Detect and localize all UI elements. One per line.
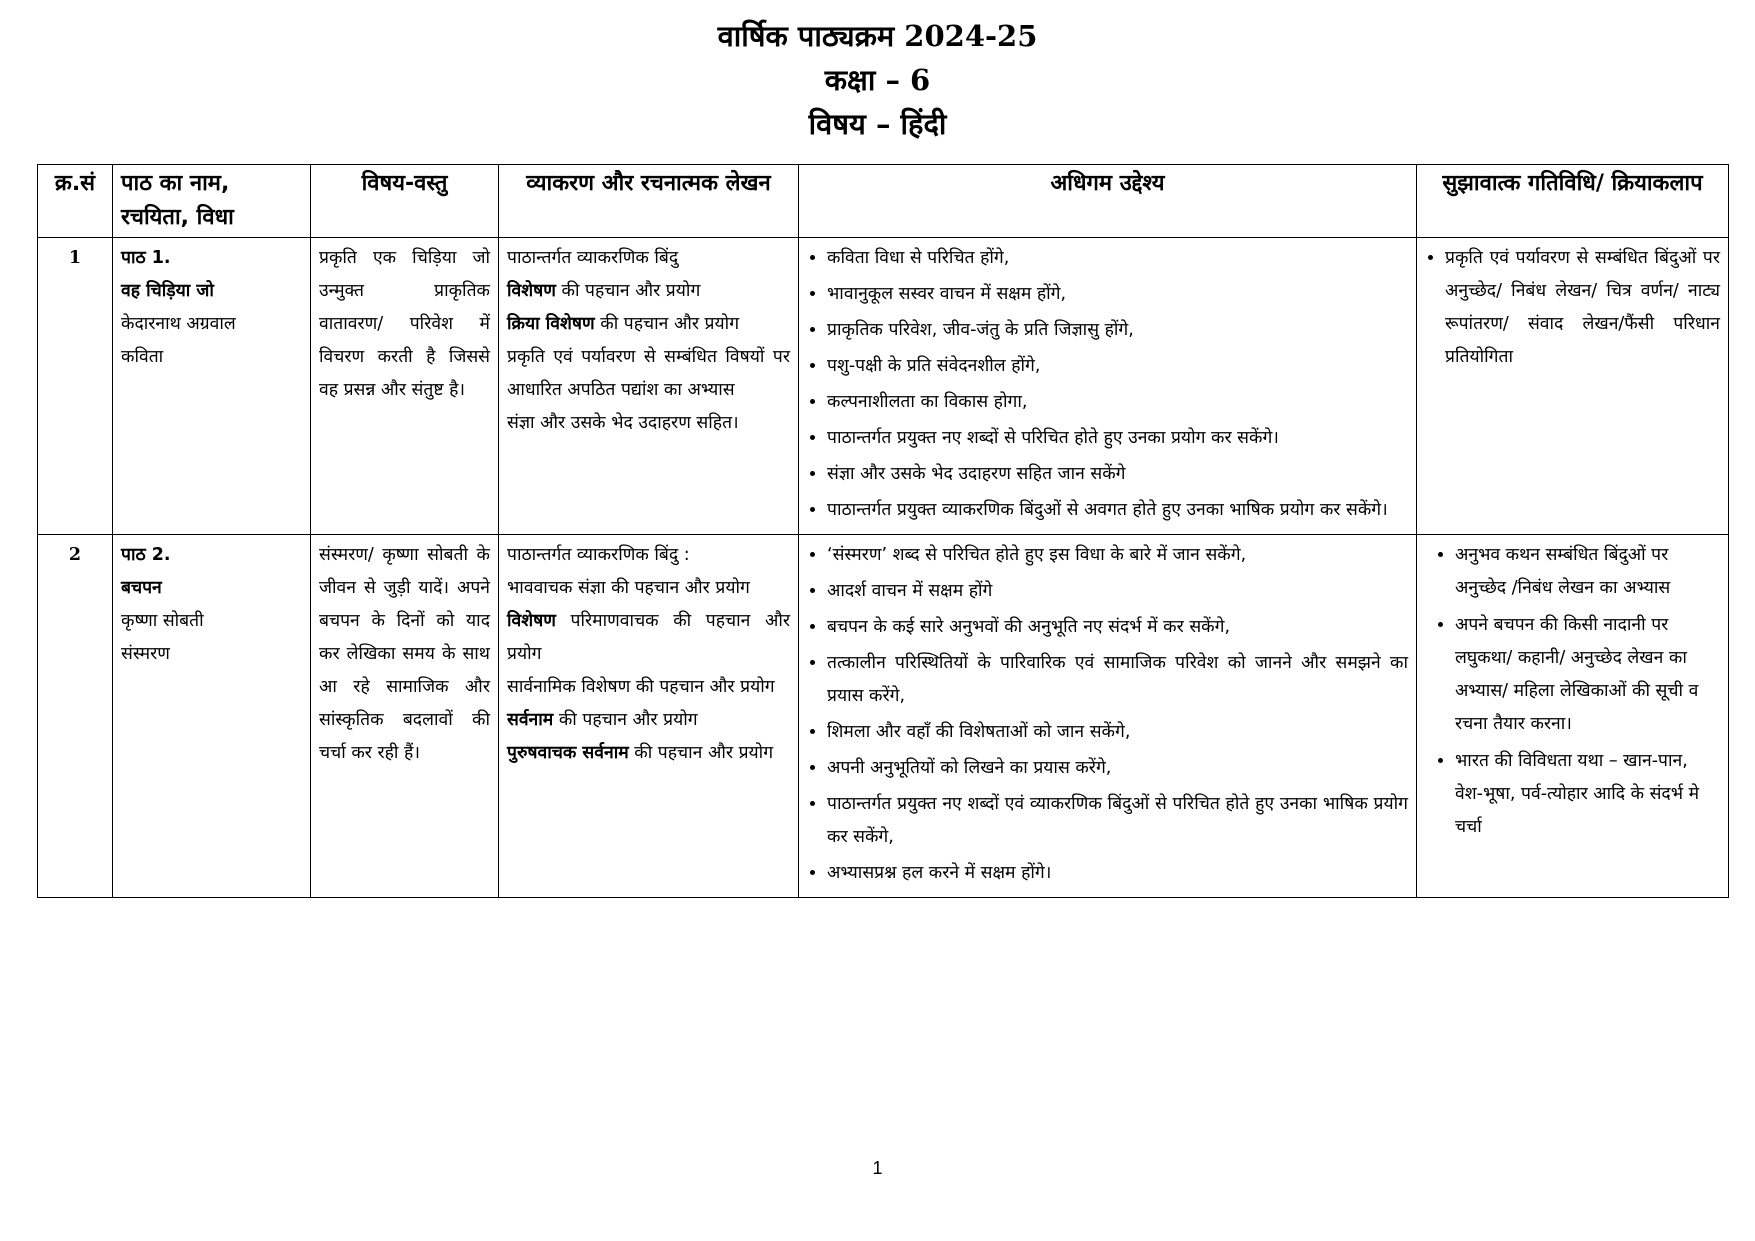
grammar-line [507, 308, 790, 341]
list-item: • बचपन के कई सारे अनुभवों की अनुभूति नए संदर्भ में कर सकेंगे, [827, 611, 1408, 644]
table-row [38, 535, 1729, 898]
grammar-line: सार्वनामिक विशेषण की पहचान और प्रयोग [507, 677, 775, 697]
column-header-activities: सुझावात्क गतिविधि/ क्रियाकलाप [1417, 165, 1729, 238]
grammar-line [507, 704, 790, 737]
grammar-text: की पहचान और प्रयोग [628, 743, 774, 763]
list-item: • तत्कालीन परिस्थितियों के पारिवारिक एवं सामाजिक परिवेश को जानने और समझने का प्रयास करेंगे, [827, 647, 1408, 713]
grammar-term: विशेषण [507, 281, 556, 301]
grammar-line: प्रकृति एवं पर्यावरण से सम्बंधित विषयों पर आधारित अपठित पद्यांश का अभ्यास [507, 347, 790, 400]
lesson-author: कृष्णा सोबती [121, 611, 204, 631]
grammar-cell [499, 535, 799, 898]
grammar-term: क्रिया विशेषण [507, 314, 595, 334]
list-item: • शिमला और वहाँ की विशेषताओं को जान सकेंगे, [827, 716, 1408, 749]
lesson-author: केदारनाथ अग्रवाल [121, 314, 236, 334]
grammar-term: सर्वनाम [507, 710, 554, 730]
grammar-line [507, 605, 790, 671]
row-number: 2 [38, 535, 113, 898]
class-heading: कक्षा – 6 [824, 63, 931, 97]
grammar-line: संज्ञा और उसके भेद उदाहरण सहित। [507, 413, 739, 433]
content-cell: प्रकृति एक चिड़िया जो उन्मुक्त प्राकृतिक वातावरण/ परिवेश में विचरण करती है जिससे वह प्रसन्न और संतुष्ट है। [311, 238, 499, 535]
page-number: 1 [872, 1158, 883, 1178]
grammar-term: विशेषण [507, 611, 556, 631]
objectives-cell [799, 535, 1417, 898]
lesson-cell [113, 238, 311, 535]
row-number: 1 [38, 238, 113, 535]
subject-heading: विषय – हिंदी [808, 107, 947, 141]
grammar-text: की पहचान और प्रयोग [553, 710, 698, 730]
column-header-grammar: व्याकरण और रचनात्मक लेखन [499, 165, 799, 238]
grammar-line: पाठान्तर्गत व्याकरणिक बिंदु [507, 248, 679, 268]
grammar-line [507, 275, 790, 308]
grammar-text: की पहचान और प्रयोग [555, 281, 701, 301]
lesson-genre: कविता [121, 347, 164, 367]
list-item: • कल्पनाशीलता का विकास होगा, [827, 386, 1408, 419]
list-item: • भावानुकूल सस्वर वाचन में सक्षम होंगे, [827, 278, 1408, 311]
grammar-line [507, 737, 790, 770]
list-item: • पाठान्तर्गत प्रयुक्त नए शब्दों से परिचित होते हुए उनका प्रयोग कर सकेंगे। [827, 422, 1408, 455]
document-title: वार्षिक पाठ्यक्रम 2024-25 [717, 19, 1038, 53]
document-header [0, 14, 1755, 146]
list-item: • कविता विधा से परिचित होंगे, [827, 242, 1408, 275]
grammar-line: पाठान्तर्गत व्याकरणिक बिंदु : [507, 545, 690, 565]
list-item: • संज्ञा और उसके भेद उदाहरण सहित जान सकेंगे [827, 458, 1408, 491]
column-header-serial: क्र.सं [38, 165, 113, 238]
syllabus-table [37, 164, 1729, 898]
table-row [38, 238, 1729, 535]
objectives-cell [799, 238, 1417, 535]
table-header-row [38, 165, 1729, 238]
column-header-lesson: पाठ का नाम, रचयिता, विधा [113, 165, 311, 238]
column-header-content: विषय-वस्तु [311, 165, 499, 238]
list-item: • अभ्यासप्रश्न हल करने में सक्षम होंगे। [827, 857, 1408, 890]
list-item: • भारत की विविधता यथा – खान-पान, वेश-भूषा, पर्व-त्योहार आदि के संदर्भ मे चर्चा [1455, 745, 1720, 844]
grammar-text: की पहचान और प्रयोग [594, 314, 740, 334]
grammar-cell [499, 238, 799, 535]
lesson-title: वह चिड़िया जो [121, 281, 214, 301]
grammar-term: पुरुषवाचक सर्वनाम [507, 743, 629, 763]
list-item: • अपनी अनुभूतियों को लिखने का प्रयास करेंगे, [827, 752, 1408, 785]
activities-cell [1417, 535, 1729, 898]
list-item: • प्राकृतिक परिवेश, जीव-जंतु के प्रति जिज्ञासु होंगे, [827, 314, 1408, 347]
activities-list [1425, 539, 1720, 844]
objectives-list [807, 539, 1408, 890]
list-item: • पाठान्तर्गत प्रयुक्त नए शब्दों एवं व्याकरणिक बिंदुओं से परिचित होते हुए उनका भाषिक प्रयोग कर सकेंगे, [827, 788, 1408, 854]
objectives-list [807, 242, 1408, 527]
lesson-number: पाठ 2. [121, 545, 171, 565]
list-item: • पाठान्तर्गत प्रयुक्त व्याकरणिक बिंदुओं से अवगत होते हुए उनका भाषिक प्रयोग कर सकेंगे। [827, 494, 1408, 527]
lesson-genre: संस्मरण [121, 644, 170, 664]
lesson-title: बचपन [121, 578, 162, 598]
content-cell: संस्मरण/ कृष्णा सोबती के जीवन से जुड़ी यादें। अपने बचपन के दिनों को याद कर लेखिका समय के साथ आ रहे सामाजिक और सांस्कृतिक बदलावों की चर्चा कर रही हैं। [311, 535, 499, 898]
activities-list [1425, 242, 1720, 374]
list-item: • अपने बचपन की किसी नादानी पर लघुकथा/ कहानी/ अनुच्छेद लेखन का अभ्यास/ महिला लेखिकाओं की सूची व रचना तैयार करना। [1455, 609, 1720, 741]
lesson-cell [113, 535, 311, 898]
list-item: • आदर्श वाचन में सक्षम होंगे [827, 575, 1408, 608]
lesson-number: पाठ 1. [121, 248, 171, 268]
column-header-objectives: अधिगम उद्देश्य [799, 165, 1417, 238]
grammar-text: परिमाणवाचक की पहचान और प्रयोग [507, 611, 790, 664]
grammar-line: भाववाचक संज्ञा की पहचान और प्रयोग [507, 578, 750, 598]
list-item: • ‘संस्मरण’ शब्द से परिचित होते हुए इस विधा के बारे में जान सकेंगे, [827, 539, 1408, 572]
list-item: • पशु-पक्षी के प्रति संवेदनशील होंगे, [827, 350, 1408, 383]
activities-cell [1417, 238, 1729, 535]
list-item: • प्रकृति एवं पर्यावरण से सम्बंधित बिंदुओं पर अनुच्छेद/ निबंध लेखन/ चित्र वर्णन/ नाट्य रूपांतरण/ संवाद लेखन/फैंसी परिधान प्रतियोगिता [1445, 242, 1720, 374]
list-item: • अनुभव कथन सम्बंधित बिंदुओं पर अनुच्छेद /निबंध लेखन का अभ्यास [1455, 539, 1720, 605]
